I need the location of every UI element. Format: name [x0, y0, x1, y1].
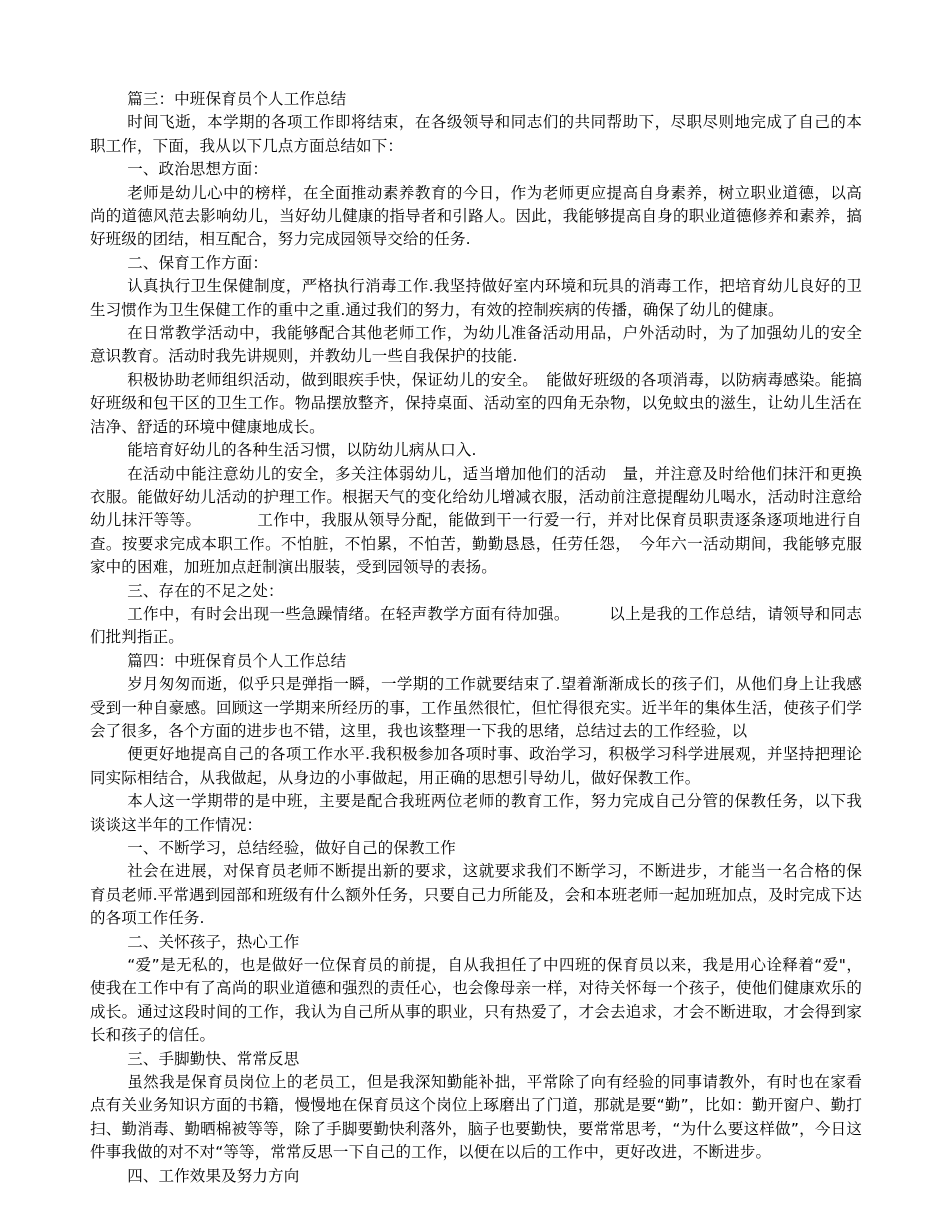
paragraph: 认真执行卫生保健制度，严格执行消毒工作.我坚持做好室内环境和玩具的消毒工作，把培育幼儿良好的卫生习惯作为卫生保健工作的重中之重.通过我们的努力，有效的控制疾病的传播，确保了幼儿的健康。: [90, 277, 862, 319]
paragraph: 老师是幼儿心中的榜样，在全面推动素养教育的今日，作为老师更应提高自身素养，树立职业道德，以高尚的道德风范去影响幼儿，当好幼儿健康的指导者和引路人。因此，我能够提高自身的职业道德修养和素养，搞好班级的团结，相互配合，努力完成园领导交给的任务.: [90, 183, 862, 249]
section-heading: 篇三：中班保育员个人工作总结: [127, 90, 347, 108]
section-heading: 一、政治思想方面：: [127, 160, 269, 179]
section-heading: 四、工作效果及努力方向: [127, 1166, 300, 1185]
section-heading: 三、手脚勤快、常常反思: [127, 1049, 300, 1068]
section-heading: 篇四：中班保育员个人工作总结: [127, 651, 347, 670]
paragraph: “爱”是无私的，也是做好一位保育员的前提，自从我担任了中四班的保育员以来，我是用心诠释着“爱"，使我在工作中有了高尚的职业道德和强烈的责任心，也会像母亲一样，对待关怀每一个孩子，使他们健康欢乐的成长。通过这段时间的工作，我认为自己所从事的职业，只有热爱了，才会去追求，才会不断进取，才会得到家长和孩子的信任。: [90, 956, 862, 1045]
paragraph: 能培育好幼儿的各种生活习惯，以防幼儿病从口入.: [127, 441, 477, 460]
paragraph: 在日常教学活动中，我能够配合其他老师工作，为幼儿准备活动用品，户外活动时，为了加强幼儿的安全意识教育。活动时我先讲规则，并教幼儿一些自我保护的技能.: [90, 324, 862, 366]
paragraph: 在活动中能注意幼儿的安全，多关注体弱幼儿，适当增加他们的活动 量，并注意及时给他们抹汗和更换衣服。能做好幼儿活动的护理工作。根据天气的变化给幼儿增减衣服，活动前注意提醒幼儿喝水，活动时注意给幼儿抹汗等等。 工作中，我服从领导分配，能做到干一行爱一行，并对比保育员职责逐条逐项地进行自查。按要求完成本职工作。不怕脏，不怕累，不怕苦，勤勤恳恳，任劳任怨， 今年六一活动期间，我能够克服家中的困难，加班加点赶制演出服装，受到园领导的表扬。: [90, 464, 862, 577]
document-body: [90, 88, 862, 1188]
paragraph: 便更好地提高自己的各项工作水平.我积极参加各项时事、政治学习，积极学习科学进展观，并坚持把理论同实际相结合，从我做起，从身边的小事做起，用正确的思想引导幼儿，做好保教工作。: [90, 745, 862, 787]
section-heading: 二、保育工作方面：: [127, 253, 269, 272]
section-heading: 二、关怀孩子，热心工作: [127, 932, 300, 951]
paragraph: 工作中，有时会出现一些急躁情绪。在轻声教学方面有待加强。 以上是我的工作总结，请领导和同志们批判指正。: [90, 604, 862, 647]
paragraph: 虽然我是保育员岗位上的老员工，但是我深知勤能补拙，平常除了向有经验的同事请教外，有时也在家看点有关业务知识方面的书籍，慢慢地在保育员这个岗位上琢磨出了门道，那就是要“勤”，比如：勤开窗户、勤打扫、勤消毒、勤晒棉被等等，除了手脚要勤快利落外，脑子也要勤快，要常常思考，“为什么要这样做”，今日这件事我做的对不对“等等，常常反思一下自己的工作，以便在以后的工作中，更好改进，不断进步。: [90, 1073, 862, 1162]
paragraph: 社会在进展，对保育员老师不断提出新的要求，这就要求我们不断学习，不断进步，才能当一名合格的保育员老师.平常遇到园部和班级有什么额外任务，只要自己力所能及，会和本班老师一起加班加点，及时完成下达的各项工作任务.: [90, 862, 862, 928]
section-heading: 三、存在的不足之处：: [127, 581, 284, 600]
paragraph: 本人这一学期带的是中班，主要是配合我班两位老师的教育工作，努力完成自己分管的保教任务，以下我谈谈这半年的工作情况：: [90, 792, 862, 834]
paragraph: 岁月匆匆而逝，似乎只是弹指一瞬，一学期的工作就要结束了.望着渐渐成长的孩子们，从他们身上让我感受到一种自豪感。回顾这一学期来所经历的事，工作虽然很忙，但忙得很充实。近半年的集体生活，使孩子们学会了很多，各个方面的进步也不错，这里，我也该整理一下我的思绪，总结过去的工作经验，以: [90, 675, 862, 740]
section-heading: 一、不断学习，总结经验，做好自己的保教工作: [127, 839, 456, 857]
paragraph: 积极协助老师组织活动，做到眼疾手快，保证幼儿的安全。 能做好班级的各项消毒，以防病毒感染。能搞好班级和包干区的卫生工作。物品摆放整齐，保持桌面、活动室的四角无杂物，以免蚊虫的滋生，让幼儿生活在洁净、舒适的环境中健康地成长。: [90, 370, 862, 436]
paragraph: 时间飞逝，本学期的各项工作即将结束，在各级领导和同志们的共同帮助下，尽职尽则地完成了自己的本职工作，下面，我从以下几点方面总结如下：: [90, 113, 862, 155]
